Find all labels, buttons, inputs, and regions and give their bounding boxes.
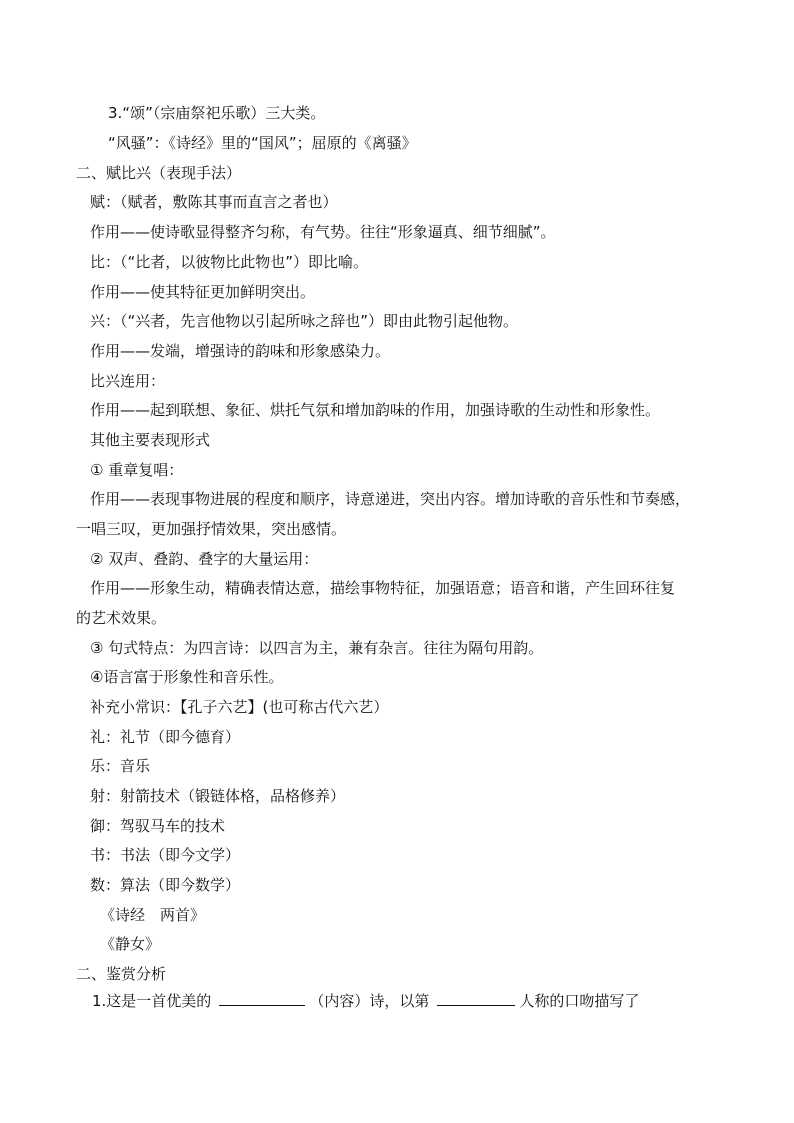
text-line: 御：驾驭马车的技术 [90,817,226,835]
text-line: 乐：音乐 [90,757,151,775]
text-line: 书：书法（即今文学） [90,846,241,864]
text-line: ① 重章复唱： [90,461,184,479]
section-heading: 二、鉴赏分析 [76,965,167,983]
answer-blank[interactable] [437,990,515,1006]
text-line: 《诗经 两首》 [100,906,206,924]
text-line: 作用——形象生动，精确表情达意，描绘事物特征，加强语意；语音和谐，产生回环往复 [90,579,676,597]
question-text: （内容）诗，以第 [309,992,430,1010]
text-line: 作用——发端，增强诗的韵味和形象感染力。 [90,342,391,360]
text-line: “风骚”：《诗经》里的“国风”；屈原的《离骚》 [108,134,417,152]
section-heading: 二、赋比兴（表现手法） [76,164,242,182]
answer-blank[interactable] [219,990,305,1006]
fill-in-question [92,990,639,1011]
text-line: 比：（“比者，以彼物比此物也”）即比喻。 [90,253,369,271]
text-line: ④语言富于形象性和音乐性。 [90,668,284,686]
text-line: 数：算法（即今数学） [90,876,241,894]
text-line: 其他主要表现形式 [90,431,211,449]
text-line: ③ 句式特点：为四言诗：以四言为主，兼有杂言。往往为隔句用韵。 [90,639,544,657]
text-line: 一唱三叹，更加强抒情效果，突出感情。 [76,520,347,538]
text-line: 的艺术效果。 [76,609,167,627]
text-line: ② 双声、叠韵、叠字的大量运用： [90,550,319,568]
text-line: 作用——起到联想、象征、烘托气氛和增加韵味的作用，加强诗歌的生动性和形象性。 [90,401,661,419]
text-line: 作用——使其特征更加鲜明突出。 [90,283,316,301]
text-line: 赋：（赋者，敷陈其事而直言之者也） [90,193,338,211]
text-line: 作用——使诗歌显得整齐匀称，有气势。往往“形象逼真、细节细腻”。 [90,223,556,241]
text-line: 作用——表现事物进展的程度和顺序，诗意递进，突出内容。增加诗歌的音乐性和节奏感， [90,490,691,508]
question-text: 人称的口吻描写了 [519,992,640,1010]
text-line: 兴：（“兴者，先言他物以引起所咏之辞也”）即由此物引起他物。 [90,312,519,330]
text-line: 比兴连用： [90,372,166,390]
text-line: 补充小常识：【孔子六艺】(也可称古代六艺） [90,698,389,716]
text-line: 礼：礼节（即今德育） [90,728,241,746]
text-line: 3.“颂”（宗庙祭祀乐歌）三大类。 [108,104,326,122]
text-line: 射：射箭技术（锻链体格，品格修养） [90,787,346,805]
text-line: 《静女》 [100,935,161,953]
question-text: 1.这是一首优美的 [92,992,212,1010]
